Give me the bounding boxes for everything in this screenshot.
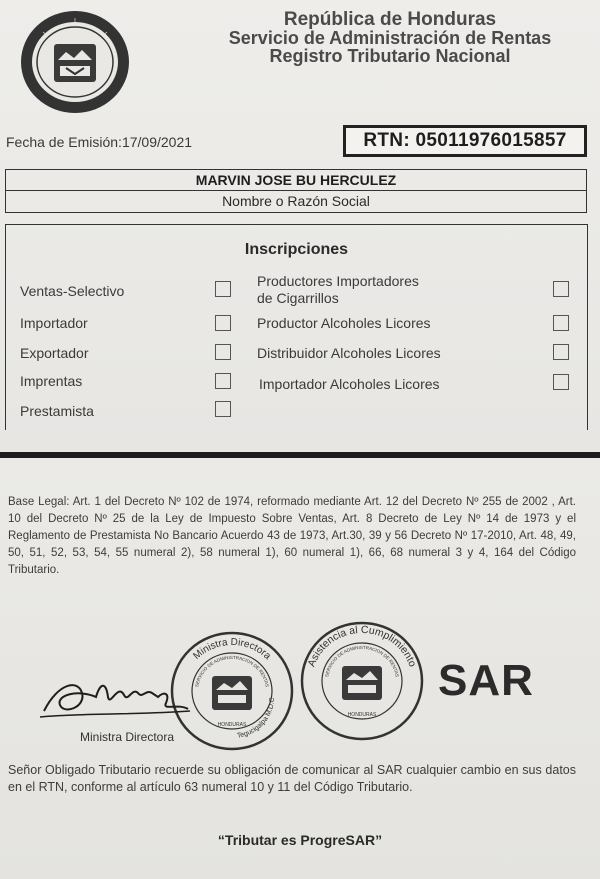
checkbox-importador[interactable] [215,315,231,331]
label-importador-alcoholes: Importador Alcoholes Licores [259,376,440,392]
taxpayer-name-caption: Nombre o Razón Social [222,193,370,209]
slogan: “Tributar es ProgreSAR” [217,832,383,848]
issue-date: Fecha de Emisión:17/09/2021 [6,134,193,150]
sar-seal-emblem [18,8,132,116]
rtn-number: RTN: 05011976015857 [343,125,587,157]
seal-compliance-country: HONDURAS [347,712,377,718]
inscriptions-box [5,224,588,430]
registry-title: Registro Tributario Nacional [269,46,511,66]
label-distribuidor-alcoholes: Distribuidor Alcoholes Licores [257,345,441,361]
label-productores-line1: Productores Importadores [257,273,419,289]
signature-image [38,663,198,733]
header-titles [190,10,590,65]
agency-title: Servicio de Administración de Rentas [228,28,552,48]
label-prestamista: Prestamista [20,403,94,419]
taxpayer-name-box [5,169,587,213]
checkbox-exportador[interactable] [215,344,231,360]
label-exportador: Exportador [20,345,89,361]
checkbox-prestamista[interactable] [215,401,231,417]
checkbox-ventas-selectivo[interactable] [215,281,231,297]
taxpayer-notice: Señor Obligado Tributario recuerde su obligación de comunicar al SAR cualquier cambio en sus datos en el RTN, conforme al artículo 63 numeral 10 y 11 del Código Tributario. [8,763,576,794]
seal-compliance-text: Asistencia al Cumplimiento [305,623,419,669]
label-productores-line2: de Cigarrillos [257,290,339,306]
taxpayer-name: MARVIN JOSE BU HERCULEZ [6,170,586,191]
checkbox-productores-importadores-cigarrillos[interactable] [553,281,569,297]
checkbox-distribuidor-alcoholes[interactable] [553,344,569,360]
legal-basis-text: Base Legal: Art. 1 del Decreto Nº 102 de 1974, reformado mediante Art. 12 del Decreto Nº 255 de 2002 , Art. 10 del Decreto Nº 25 de la Ley de Impuesto Sobre Ventas, Art. 8 Decreto de Ley Nº 14 de 1973 y el Reglamento de Prestamista No Bancario Acuerdo 43 de 1973, Art.30, 39 y 56 Decreto Nº 17-2010, Art. 48, 49, 50, 51, 52, 53, 54, 55 numeral 2), 58 numeral 1), 60 numeral 1), 66, 68 numeral 3 y 4, 164 del Código Tributario. [8,496,576,576]
seal-signature-inner-text: SERVICIO DE ADMINISTRACION DE RENTAS [194,654,270,688]
country-title: República de Honduras [283,9,497,30]
seal-signature-country: HONDURAS [217,722,247,728]
label-productor-alcoholes: Productor Alcoholes Licores [257,315,431,331]
sar-logo: SAR [438,656,534,705]
label-importador: Importador [20,315,88,331]
checkbox-importador-alcoholes[interactable] [553,374,569,390]
checkbox-imprentas[interactable] [215,373,231,389]
label-imprentas: Imprentas [20,373,83,389]
seal-signature-text: Ministra Directora [191,636,273,662]
signature-title: Ministra Directora [80,730,175,744]
label-productores-importadores-cigarrillos [257,273,419,307]
checkbox-productor-alcoholes[interactable] [553,315,569,331]
seal-signature-city: Tegucigalpa M.D.C [236,697,277,740]
label-ventas-selectivo: Ventas-Selectivo [20,283,125,299]
inscriptions-title: Inscripciones [244,241,349,258]
asistencia-cumplimiento-seal [298,618,426,744]
rtn-card-back [0,458,600,879]
seal-compliance-inner-text: SERVICIO DE ADMINISTRACION DE RENTAS [324,644,400,678]
